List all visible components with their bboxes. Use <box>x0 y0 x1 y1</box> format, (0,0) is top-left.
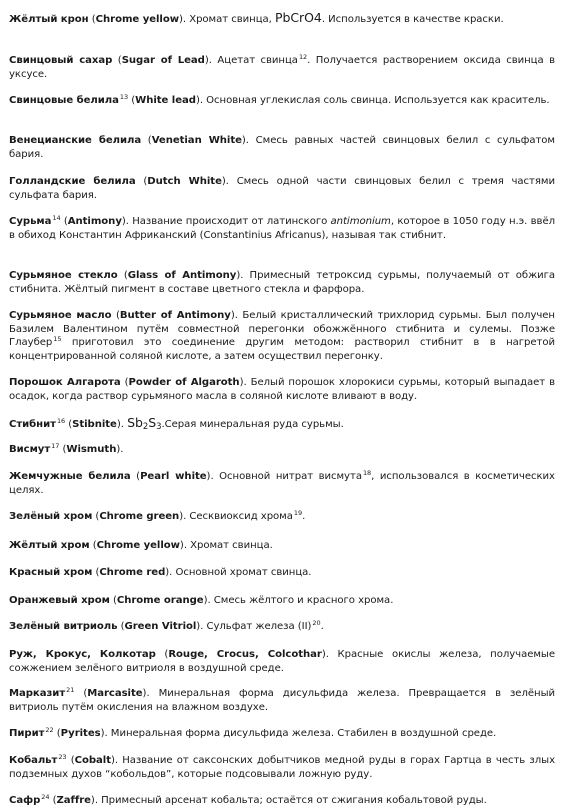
entry-powder-of-algaroth: Порошок Алгарота (Powder of Algaroth). Белый порошок хлорокиси сурьмы, который выпадает в осадок, когда раствор сурьмяного масла в соляной кислоте вливают в воду. <box>9 377 555 402</box>
entry-rouge-crocus-colcothar: Руж, Крокус, Колкотар (Rouge, Crocus, Colcothar). Красные окислы железа, получаемые сожжением зелёного витриоля в воздушной среде. <box>9 649 556 674</box>
entry-cobalt: Кобальт$^{23}$ (Cobalt). Название от саксонских добытчиков медной руды в горах Гартца в честь злых подземных духов “кобольдов”, которые подсовывали ложную руду. <box>9 753 555 780</box>
entry-green-vitriol: Зелёный витриоль (Green Vitriol). Сульфат железа (II)$^{20}$. <box>9 619 324 633</box>
entry-marcasite: Марказит$^{21}$ (Marcasite). Минеральная форма дисульфида железа. Превращается в зелёный витриоль путём окисления на влажном воздухе. <box>9 686 555 713</box>
entry-venetian-white: Венецианские белила (Venetian White). Смесь равных частей свинцовых белил с сульфатом бария. <box>9 135 555 160</box>
entry-wismuth: Висмут$^{17}$ (Wismuth). <box>9 442 124 456</box>
entry-butter-of-antimony: Сурьмяное масло (Butter of Antimony). Белый кристаллический трихлорид сурьмы. Был получен Базилем Валентином путём совместной перегонки обожжённого стибнита и сулемы. Позже Глаубер$^{15}$ приготовил это соединение другим методом: растворил стибнит в в нагретой концентрированной соляной кислоте, а затем осуществил перегонку. <box>9 310 555 362</box>
entry-white-lead: Свинцовые белила$^{13}$ (White lead). Основная углекислая соль свинца. Используется как краситель. <box>9 93 550 107</box>
entry-chrome-orange: Оранжевый хром (Chrome orange). Смесь жёлтого и красного хрома. <box>9 595 394 607</box>
entry-pearl-white: Жемчужные белила (Pearl white). Основной нитрат висмута$^{18}$, использовался в косметических целях. <box>9 469 555 496</box>
entry-glass-of-antimony: Сурьмяное стекло (Glass of Antimony). Примесный тетроксид сурьмы, получаемый от обжига стибнита. Жёлтый пигмент в составе цветного стекла и фарфора. <box>9 270 556 295</box>
entry-chrome-green: Зелёный хром (Chrome green). Сесквиоксид хрома$^{19}$. <box>9 509 306 523</box>
entry-chrome-red: Красный хром (Chrome red). Основной хромат свинца. <box>9 567 312 579</box>
entry-stibnite: Стибнит$^{16}$ (Stibnite). $Sb_2S_3.Серая$ минеральная руда сурьмы. <box>9 415 344 433</box>
entry-zaffre: Сафр$^{24}$ (Zaffre). Примесный арсенат кобальта; остаётся от сжигания кобальтовой руды. <box>9 793 487 807</box>
stibnite-formula: $Sb_2S_3$ <box>127 415 162 433</box>
entry-dutch-white: Голландские белила (Dutch White). Смесь одной части свинцовых белил с тремя частями сульфата бария. <box>9 176 555 201</box>
entry-chrome-yellow-krone: Жёлтый крон (Chrome yellow). Хромат свинца, PbCrO4. Используется в качестве краски. <box>9 10 504 26</box>
entry-sugar-of-lead: Свинцовый сахар (Sugar of Lead). Ацетат свинца$^{12}$. Получается растворением оксида свинца в уксусе. <box>9 53 556 80</box>
entry-antimony: Сурьма$^{14}$ (Antimony). Название происходит от латинского antimonium, которое в 1050 году н.э. ввёл в обиход Константин Африканский (Constantinius Africanus), называя так стибнит. <box>9 214 556 241</box>
entry-pyrites: Пирит$^{22}$ (Pyrites). Минеральная форма дисульфида железа. Стабилен в воздушной среде. <box>9 726 497 740</box>
entry-chrome-yellow: Жёлтый хром (Chrome yellow). Хромат свинца. <box>9 540 273 552</box>
